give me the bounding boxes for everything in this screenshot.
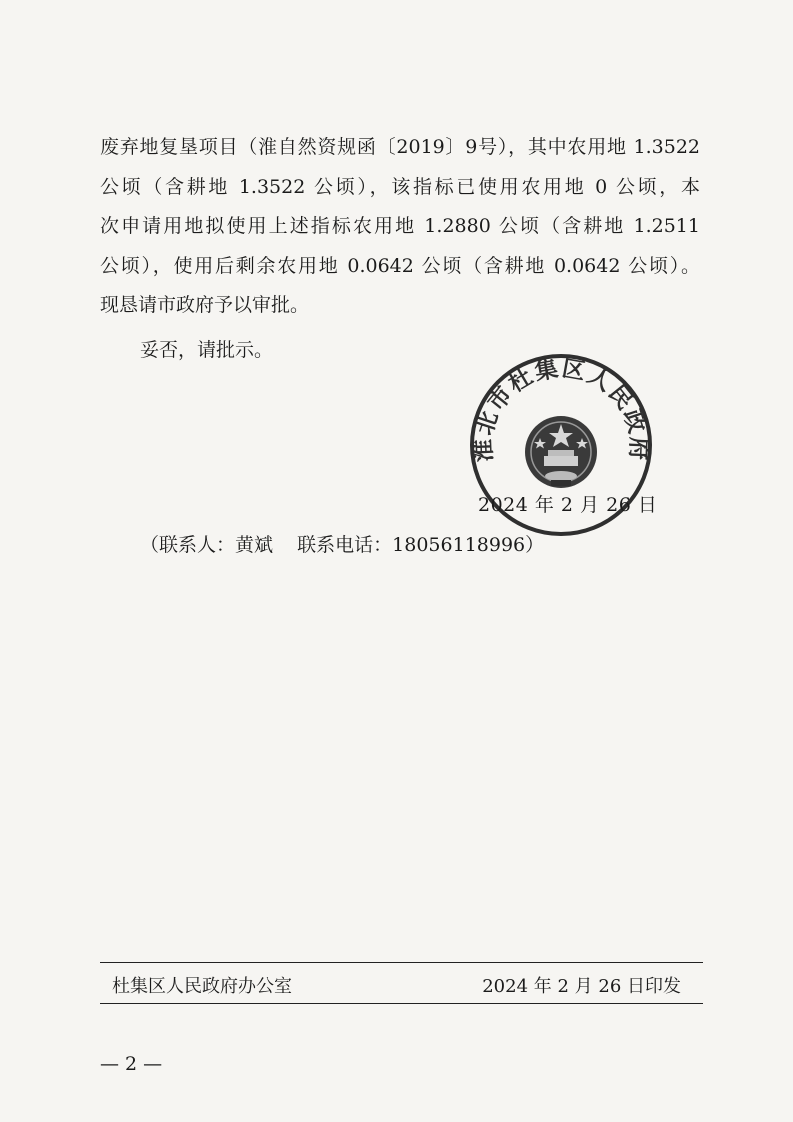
page-number: — 2 — [100,1053,163,1075]
national-emblem-icon [525,416,597,488]
body-line-5: 现恳请市政府予以审批。 [100,294,310,316]
body-line-3: 次申请用地拟使用上述指标农用地 1.2880 公顷（含耕地 1.2511 [100,215,700,237]
footer-bottom-rule [100,1003,703,1004]
contact-info: （联系人：黄斌 联系电话：18056118996） [140,534,545,556]
seal-text: 淮北市杜集区人民政府 [470,355,652,463]
body-line-2: 公顷（含耕地 1.3522 公顷），该指标已使用农用地 0 公顷，本 [100,175,700,198]
body-line-1: 废弃地复垦项目（淮自然资规函〔2019〕9号），其中农用地 1.3522 [100,136,700,158]
body-paragraph [100,128,700,326]
body-line-4: 公顷），使用后剩余农用地 0.0642 公顷（含耕地 0.0642 公顷）。 [100,254,700,277]
closing-remark: 妥否，请批示。 [140,339,274,361]
issue-date: 2024 年 2 月 26 日印发 [482,976,681,997]
issuing-office: 杜集区人民政府办公室 [112,976,292,997]
footer-top-rule [100,962,703,963]
signature-date: 2024 年 2 月 26 日 [478,494,658,516]
